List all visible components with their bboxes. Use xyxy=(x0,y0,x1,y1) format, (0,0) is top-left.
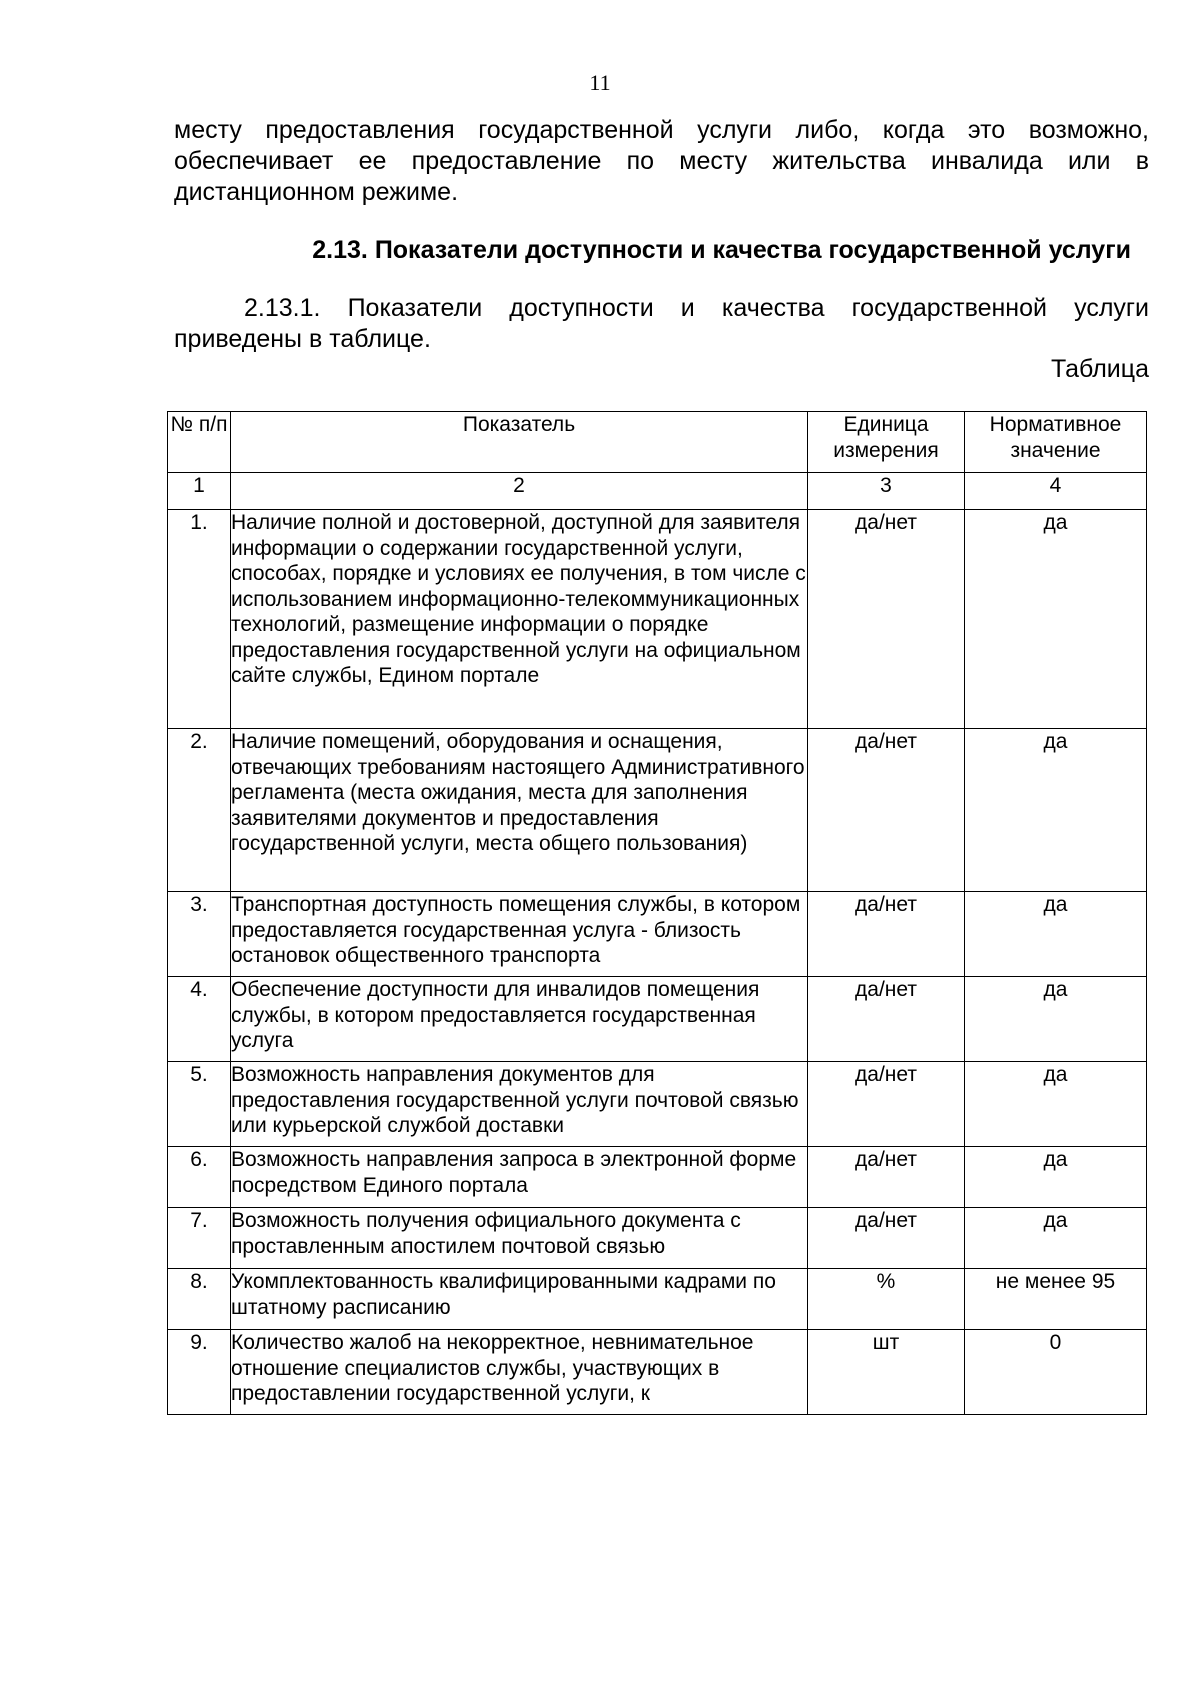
table-header-row xyxy=(168,412,1147,473)
table-row xyxy=(168,977,1147,1062)
row-norm: да xyxy=(965,1208,1147,1269)
row-number: 4. xyxy=(168,977,231,1062)
section-heading: 2.13. Показатели доступности и качества государственной услуги xyxy=(312,236,1131,264)
header-number: № п/п xyxy=(168,412,231,473)
row-indicator: Наличие помещений, оборудования и оснащения, отвечающих требованиям настоящего Административного регламента (места ожидания, места для заполнения заявителями документов и предоставления государственной услуги, места общего пользования) xyxy=(231,729,808,892)
row-indicator: Укомплектованность квалифицированными кадрами по штатному расписанию xyxy=(231,1269,808,1330)
row-norm: да xyxy=(965,977,1147,1062)
row-unit: да/нет xyxy=(808,510,965,729)
table-row xyxy=(168,1062,1147,1147)
row-number: 2. xyxy=(168,729,231,892)
row-norm: да xyxy=(965,510,1147,729)
indicators-table-wrapper xyxy=(167,411,1146,1415)
intro-paragraph: месту предоставления государственной услуги либо, когда это возможно, обеспечивает ее предоставление по месту жительства инвалида или в дистанционном режиме. xyxy=(174,116,1149,206)
header-indicator: Показатель xyxy=(231,412,808,473)
header-norm: Нормативное значение xyxy=(965,412,1147,473)
row-indicator: Возможность направления документов для предоставления государственной услуги почтовой связью или курьерской службой доставки xyxy=(231,1062,808,1147)
row-unit: да/нет xyxy=(808,1062,965,1147)
table-row xyxy=(168,510,1147,729)
row-number: 1. xyxy=(168,510,231,729)
column-number: 4 xyxy=(965,473,1147,510)
column-number-row xyxy=(168,473,1147,510)
body-paragraph: 2.13.1. Показатели доступности и качества государственной услуги приведены в таблице. xyxy=(174,294,1149,353)
row-indicator: Возможность получения официального документа с проставленным апостилем почтовой связью xyxy=(231,1208,808,1269)
table-row xyxy=(168,1330,1147,1415)
row-unit: да/нет xyxy=(808,1208,965,1269)
column-number: 1 xyxy=(168,473,231,510)
row-indicator: Обеспечение доступности для инвалидов помещения службы, в котором предоставляется государственная услуга xyxy=(231,977,808,1062)
row-indicator: Возможность направления запроса в электронной форме посредством Единого портала xyxy=(231,1147,808,1208)
row-norm: да xyxy=(965,1062,1147,1147)
indicators-table xyxy=(167,411,1147,1415)
row-norm: не менее 95 xyxy=(965,1269,1147,1330)
table-row xyxy=(168,1208,1147,1269)
table-row xyxy=(168,729,1147,892)
row-norm: да xyxy=(965,729,1147,892)
row-unit: да/нет xyxy=(808,1147,965,1208)
row-unit: да/нет xyxy=(808,729,965,892)
column-number: 2 xyxy=(231,473,808,510)
row-number: 8. xyxy=(168,1269,231,1330)
row-number: 9. xyxy=(168,1330,231,1415)
row-number: 6. xyxy=(168,1147,231,1208)
row-indicator: Наличие полной и достоверной, доступной для заявителя информации о содержании государственной услуги, способах, порядке и условиях ее получения, в том числе с использованием информационно-телекоммуникационных технологий, размещение информации о порядке предоставления государственной услуги на официальном сайте службы, Едином портале xyxy=(231,510,808,729)
row-unit: % xyxy=(808,1269,965,1330)
column-number: 3 xyxy=(808,473,965,510)
table-row xyxy=(168,1269,1147,1330)
header-unit: Единица измерения xyxy=(808,412,965,473)
page-number: 11 xyxy=(589,70,611,95)
row-unit: да/нет xyxy=(808,892,965,977)
row-unit: шт xyxy=(808,1330,965,1415)
row-norm: да xyxy=(965,892,1147,977)
row-indicator: Транспортная доступность помещения службы, в котором предоставляется государственная услуга - близость остановок общественного транспорта xyxy=(231,892,808,977)
table-caption: Таблица xyxy=(1050,355,1149,383)
row-number: 5. xyxy=(168,1062,231,1147)
row-norm: да xyxy=(965,1147,1147,1208)
table-row xyxy=(168,1147,1147,1208)
row-unit: да/нет xyxy=(808,977,965,1062)
row-number: 7. xyxy=(168,1208,231,1269)
table-row xyxy=(168,892,1147,977)
row-indicator: Количество жалоб на некорректное, невнимательное отношение специалистов службы, участвующих в предоставлении государственной услуги, к xyxy=(231,1330,808,1415)
row-number: 3. xyxy=(168,892,231,977)
row-norm: 0 xyxy=(965,1330,1147,1415)
